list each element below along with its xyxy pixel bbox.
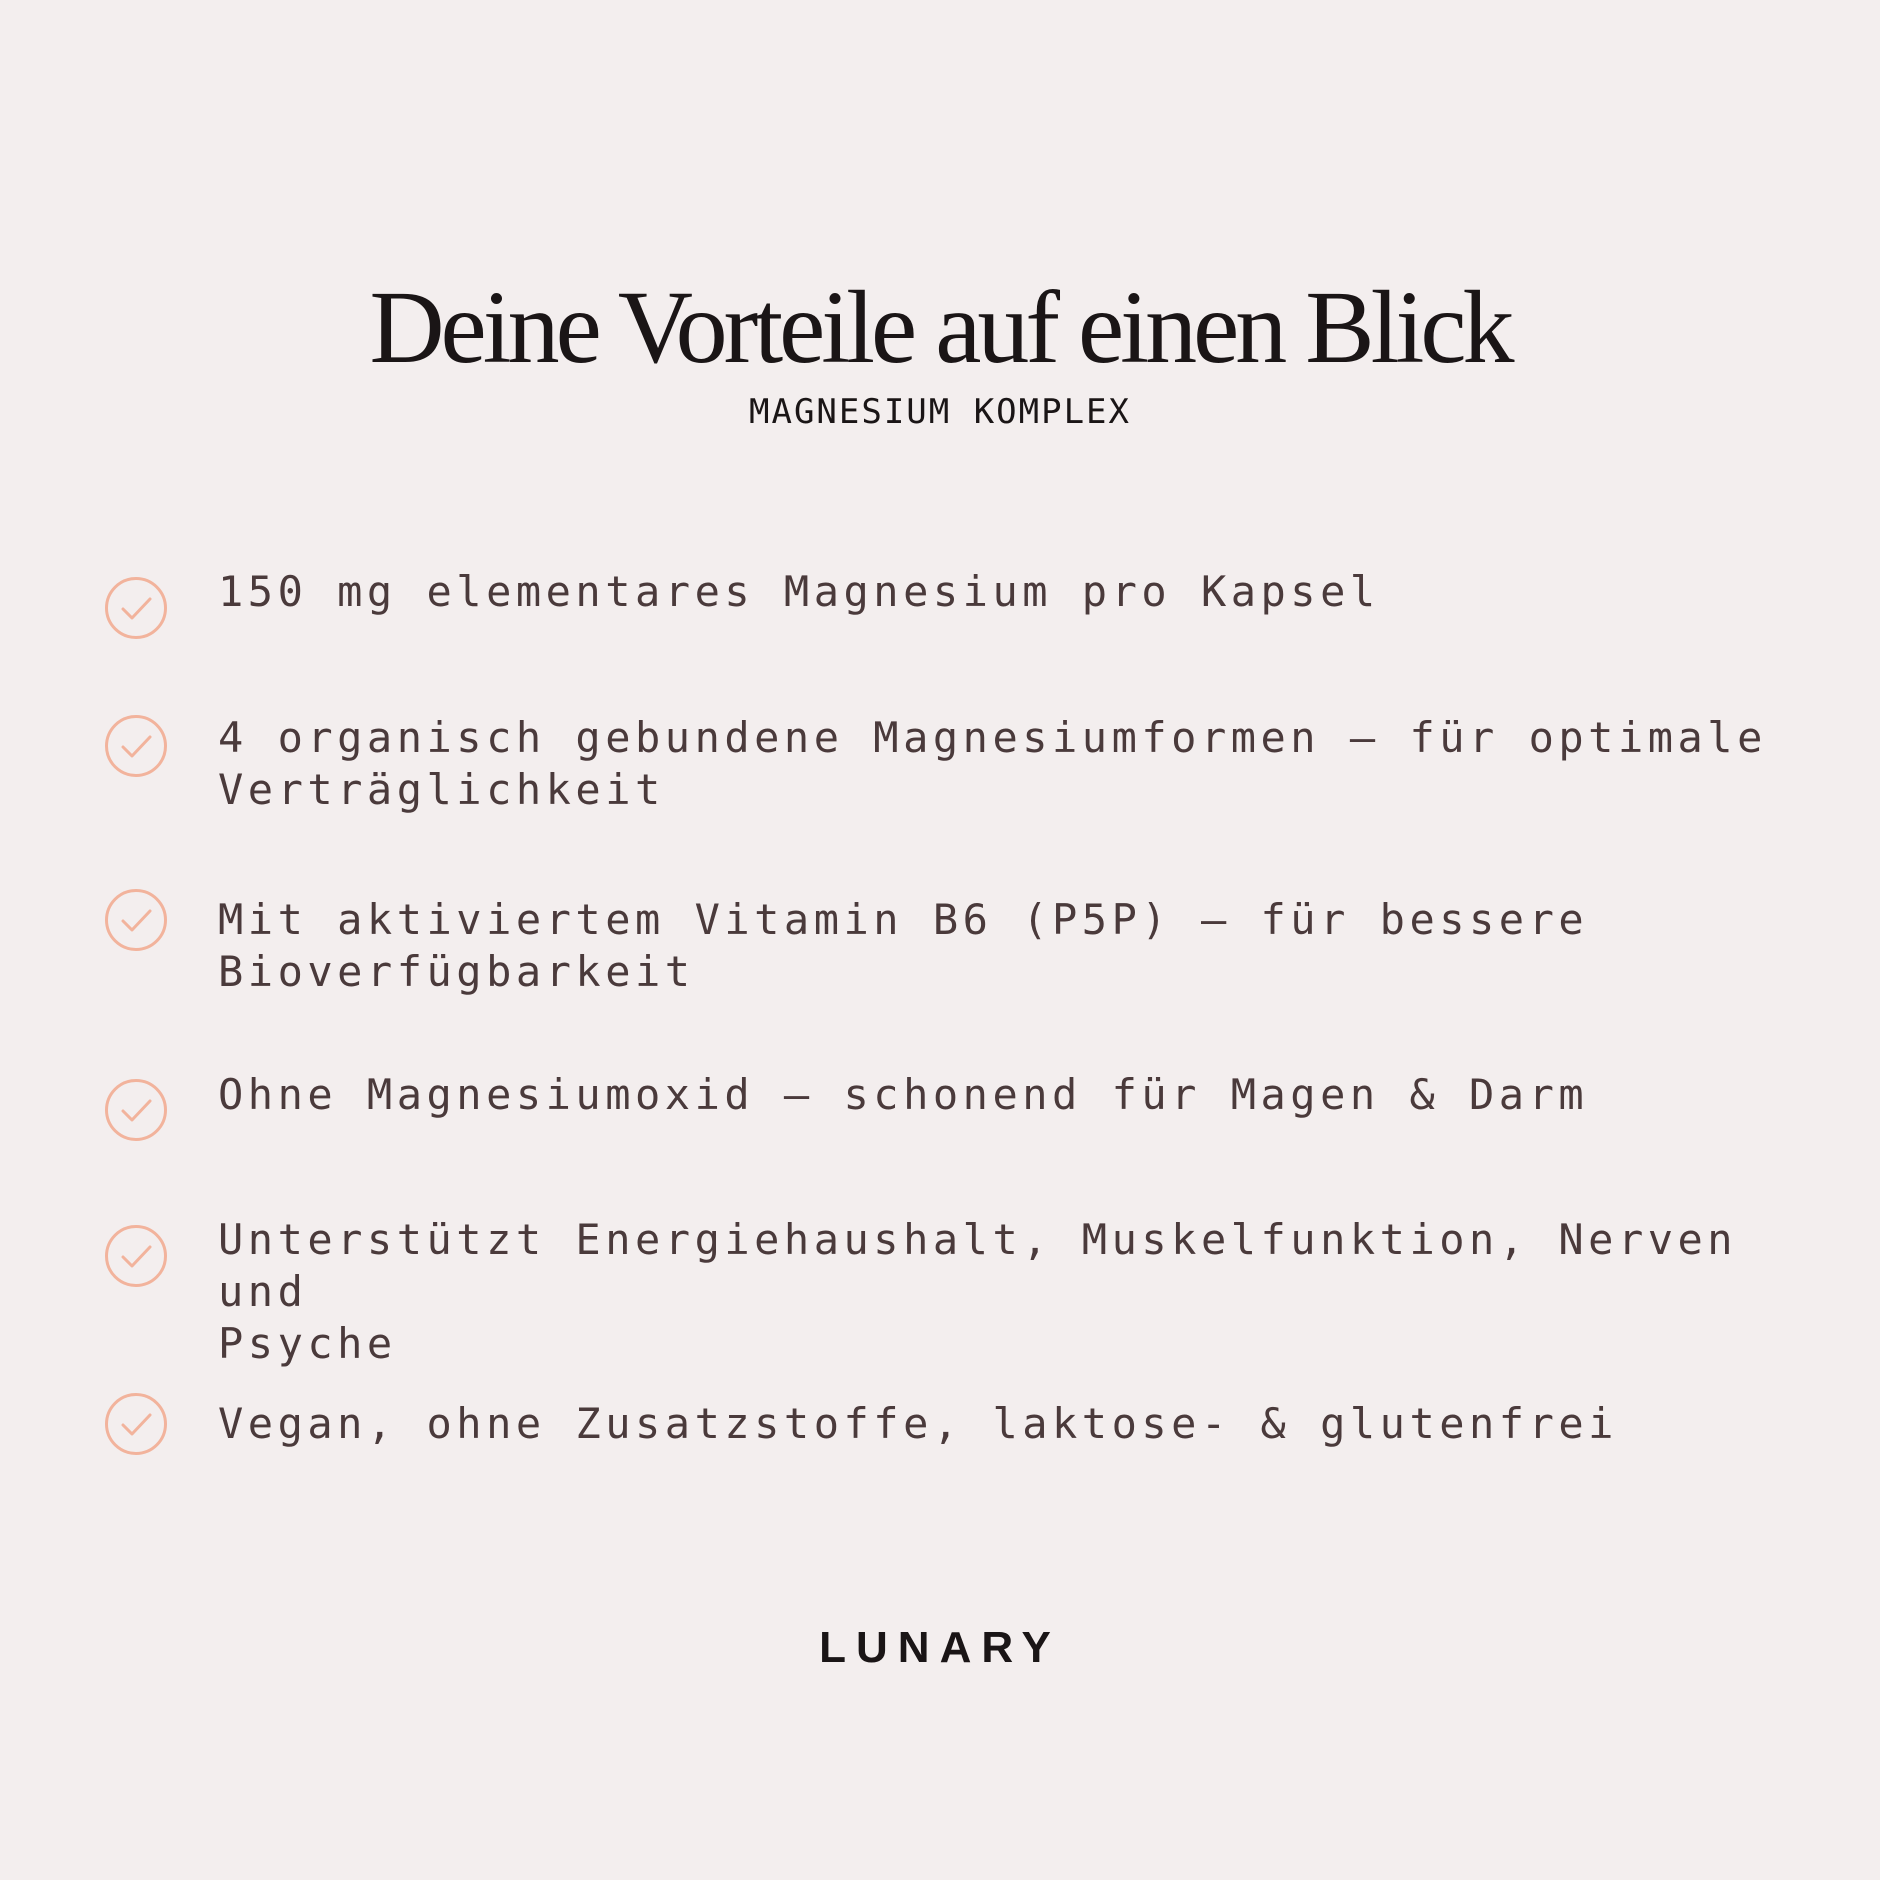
benefit-text: Ohne Magnesiumoxid – schonend für Magen & Darm xyxy=(218,1070,1589,1119)
brand-logo: LUNARY xyxy=(819,1623,1061,1672)
benefit-text: Unterstützt Energiehaushalt, Muskelfunktion, Nerven und Psyche xyxy=(218,1215,1738,1368)
check-circle-icon xyxy=(104,1392,168,1456)
check-circle-icon xyxy=(104,1078,168,1142)
check-circle-icon xyxy=(104,714,168,778)
check-circle-icon xyxy=(104,888,168,952)
check-circle-icon xyxy=(104,1224,168,1288)
page-subtitle: MAGNESIUM KOMPLEX xyxy=(749,392,1131,432)
benefit-text: Vegan, ohne Zusatzstoffe, laktose- & glutenfrei xyxy=(218,1399,1618,1448)
check-circle-icon xyxy=(104,576,168,640)
benefit-text: 150 mg elementares Magnesium pro Kapsel xyxy=(218,567,1380,616)
benefit-text: 4 organisch gebundene Magnesiumformen – für optimale Verträglichkeit xyxy=(218,713,1767,814)
benefit-text: Mit aktiviertem Vitamin B6 (P5P) – für bessere Bioverfügbarkeit xyxy=(218,895,1589,996)
page-title: Deine Vorteile auf einen Blick xyxy=(369,270,1511,385)
